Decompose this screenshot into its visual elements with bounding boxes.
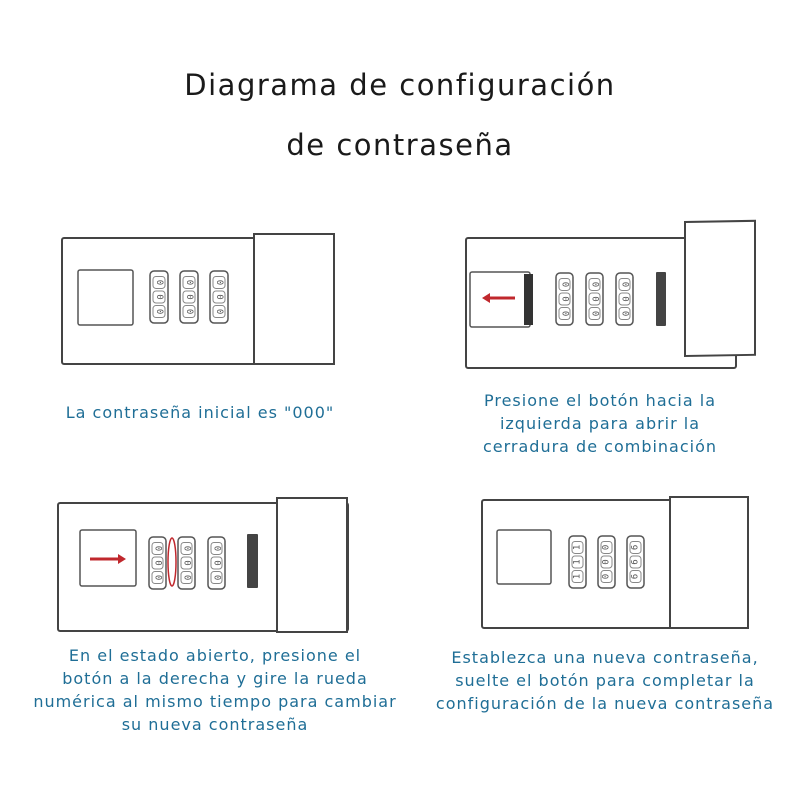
title-line-1: Diagrama de configuración (184, 68, 616, 102)
wheel-digit: 0 (184, 294, 194, 300)
wheel-digit: 0 (211, 545, 222, 552)
wheel-digit: 0 (601, 544, 612, 551)
wheel-digit: 0 (181, 545, 192, 552)
wheel-digit: 0 (211, 560, 222, 566)
wheel-digit: 0 (184, 308, 194, 315)
wheel-digit: 1 (572, 573, 583, 580)
wheel-digit: 6 (630, 559, 641, 565)
wheel-digit: 0 (619, 310, 630, 317)
step-2-caption: Presione el botón hacia la izquierda para abrir la cerradura de combinación (482, 391, 718, 456)
wheel-digit: 1 (572, 544, 583, 551)
title-line-2: de contraseña (286, 128, 514, 162)
number-wheel (598, 536, 615, 588)
wheel-digit: 0 (211, 574, 222, 581)
wheel-digit: 0 (154, 294, 164, 300)
wheel-digit: 6 (630, 544, 641, 551)
wheel-digit: 0 (559, 281, 570, 288)
wheel-digit: 0 (619, 296, 630, 302)
wheel-digit: 0 (154, 308, 164, 315)
wheel-digit: 0 (619, 281, 630, 288)
wheel-digit: 0 (214, 294, 224, 300)
wheel-digit: 0 (559, 296, 570, 302)
wheel-digit: 0 (559, 310, 570, 317)
wheel-digit: 0 (181, 574, 192, 581)
wheel-digit: 0 (589, 281, 600, 288)
wheel-digit: 1 (572, 559, 583, 565)
step-4-caption: Establezca una nueva contraseña, suelte el botón para completar la configuración de la nueva contraseña (435, 648, 775, 713)
step-3-caption: En el estado abierto, presione el botón a la derecha y gire la rueda numérica al mismo tiempo para cambiar su nueva contraseña (33, 646, 397, 734)
wheel-digit: 0 (214, 308, 224, 315)
wheel-digit: 0 (154, 279, 164, 286)
wheel-digit: 0 (152, 560, 163, 566)
wheel-digit: 0 (589, 310, 600, 317)
wheel-digit: 0 (184, 279, 194, 286)
wheel-digit: 0 (152, 545, 163, 552)
number-wheel (569, 536, 586, 588)
wheel-digit: 6 (630, 573, 641, 580)
wheel-digit: 0 (601, 559, 612, 565)
wheel-digit: 0 (589, 296, 600, 302)
step-1-caption: La contraseña inicial es "000" (65, 403, 335, 422)
lock-button (497, 530, 551, 584)
wheel-digit: 0 (214, 279, 224, 286)
wheel-digit: 0 (181, 560, 192, 566)
wheel-digit: 0 (152, 574, 163, 581)
wheel-digit: 0 (601, 573, 612, 580)
number-wheel (627, 536, 644, 588)
